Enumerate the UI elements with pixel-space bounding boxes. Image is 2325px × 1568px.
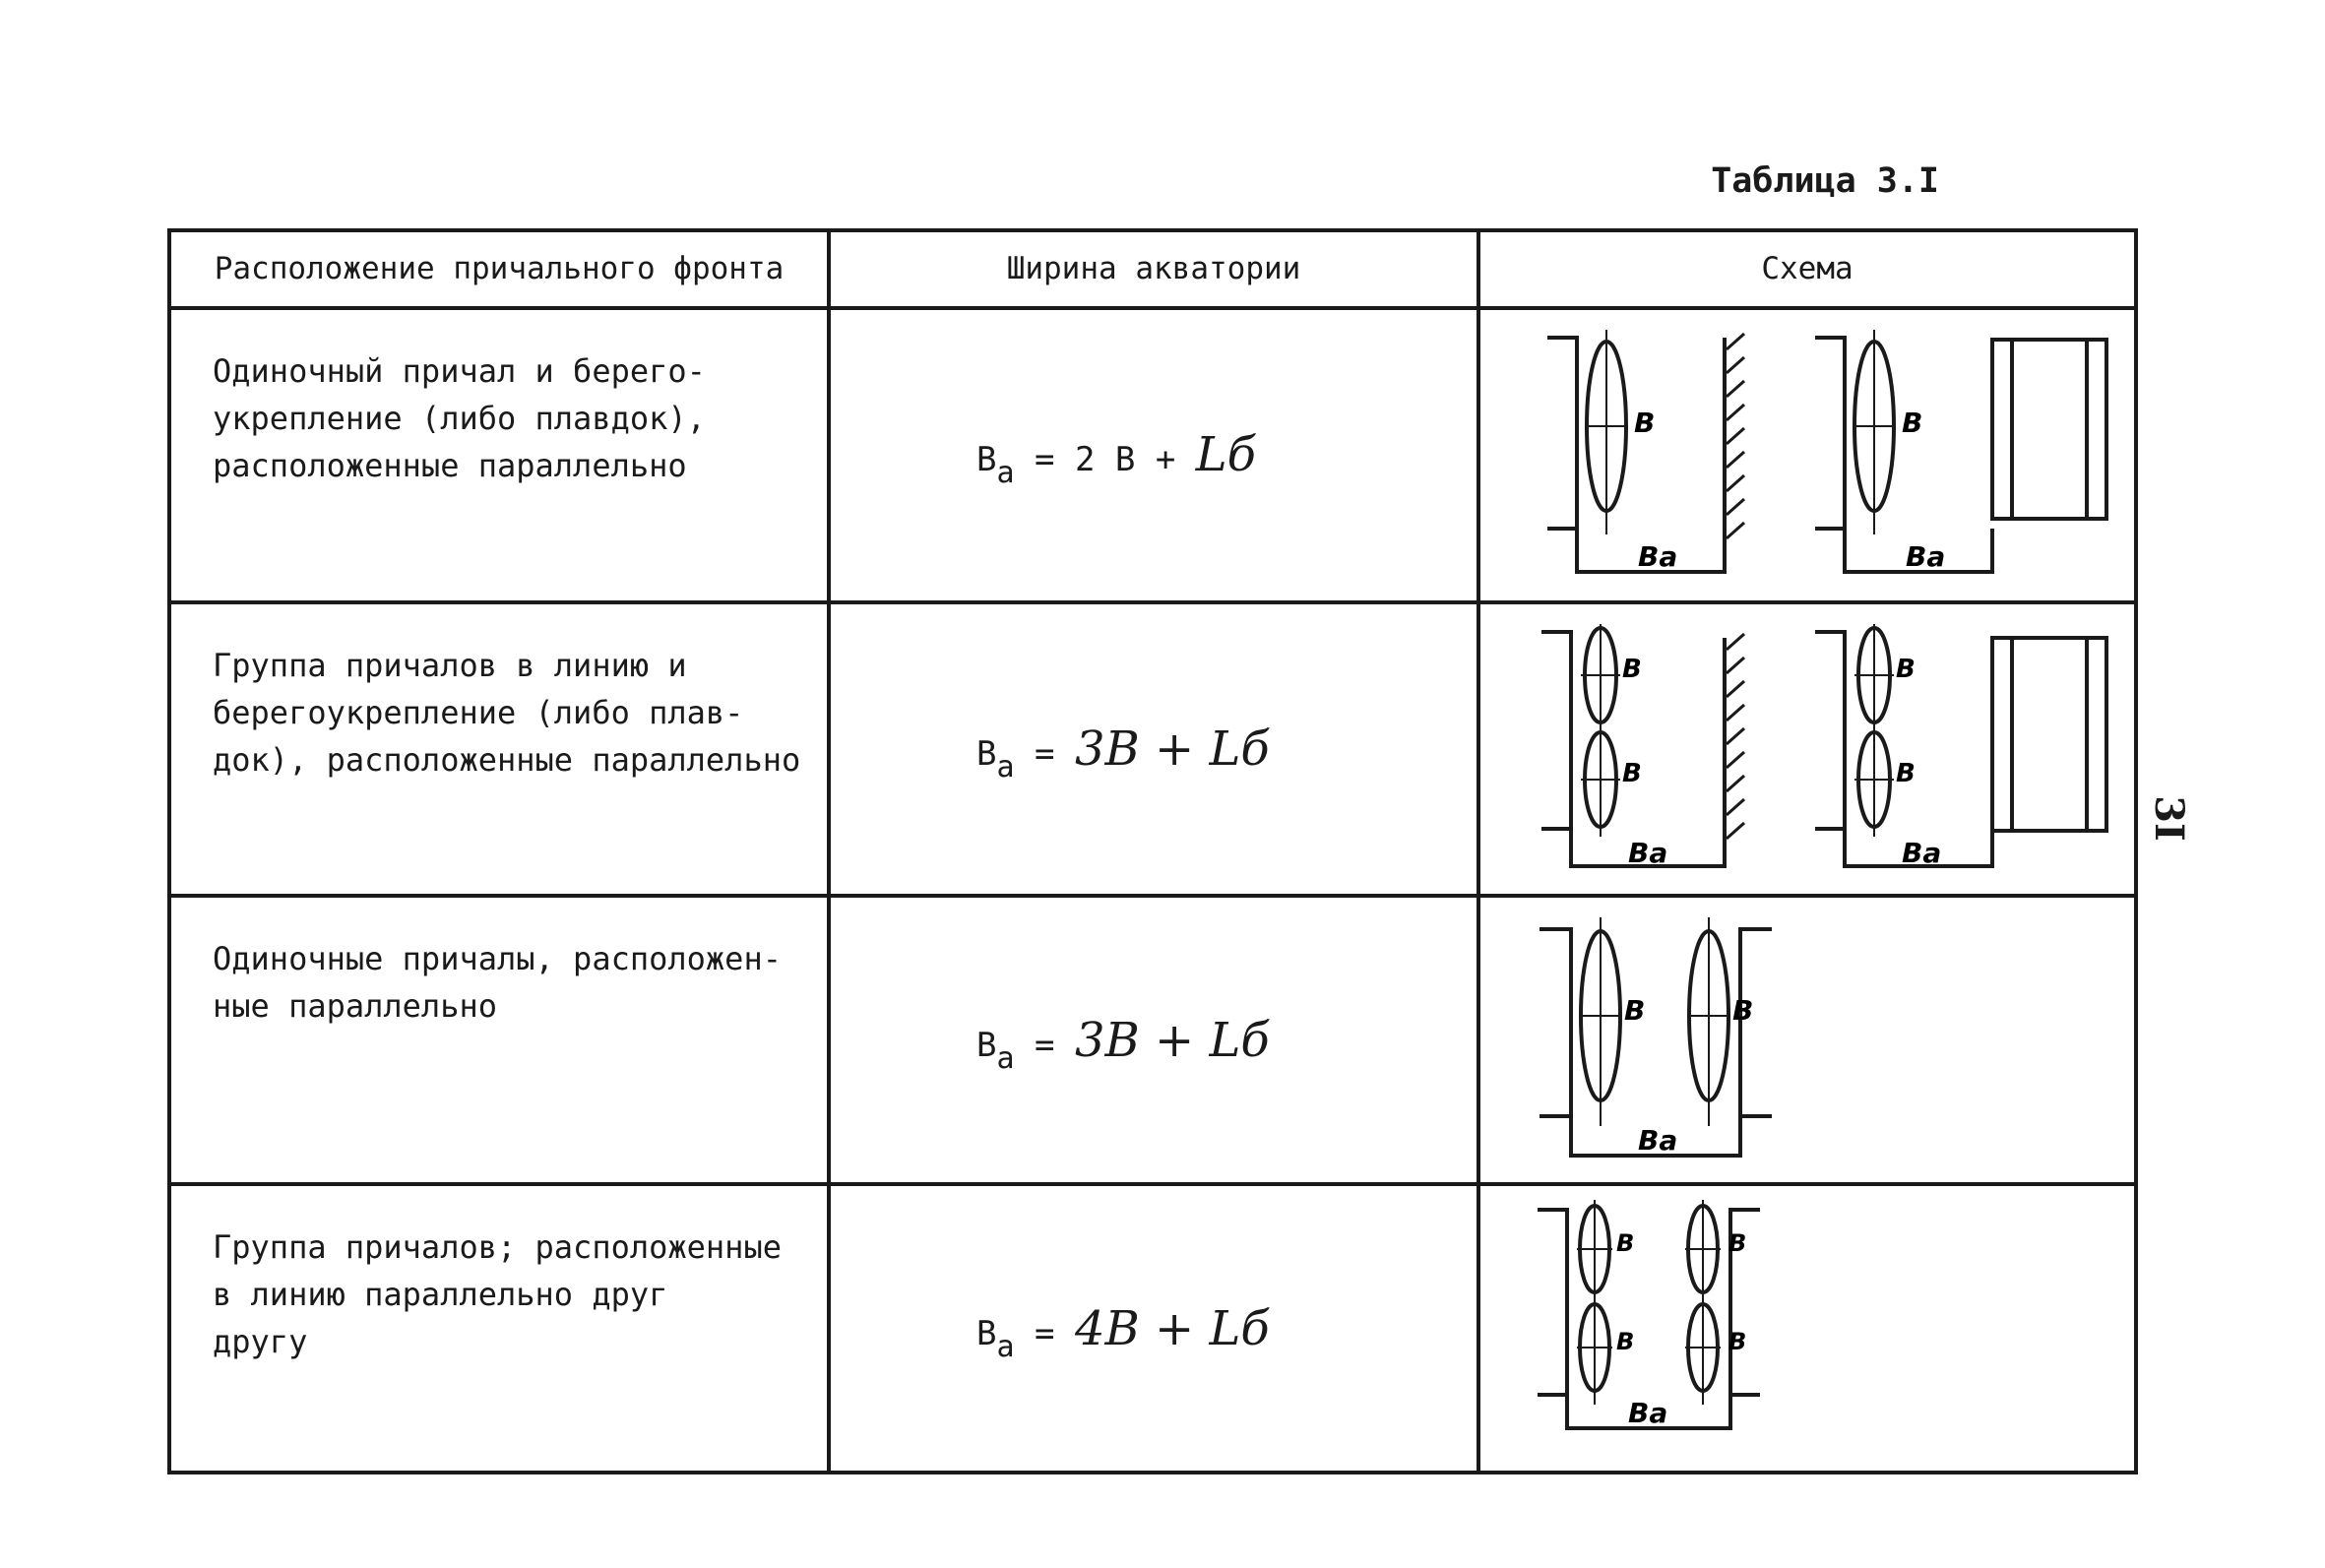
row-formula [829, 1184, 1478, 1473]
water-width-label: Ba [1628, 836, 1668, 869]
row-formula [829, 896, 1478, 1184]
row-formula [829, 602, 1478, 897]
scheme-diagram-berth-group-line [1480, 604, 2134, 892]
ship-width-label: B [1896, 654, 1916, 684]
formula: Ba = 3B + Lб [976, 721, 1270, 784]
scheme-diagram-berth-group-parallel [1480, 1186, 2134, 1468]
row-scheme [1478, 896, 2136, 1184]
ship-width-label: B [1728, 1328, 1747, 1356]
ship-width-label: B [1634, 406, 1656, 439]
row-scheme [1478, 308, 2136, 602]
table-caption: Таблица 3.I [1711, 161, 1939, 201]
table-header-row [169, 230, 2136, 308]
scheme-diagram-single-berth [1480, 310, 2134, 597]
water-width-label: Ba [1906, 539, 1946, 573]
table-row [169, 1184, 2136, 1473]
water-width-label: Ba [1638, 539, 1678, 573]
ship-width-label: B [1896, 758, 1916, 788]
header-scheme: Схема [1478, 230, 2136, 308]
ship-width-label: B [1732, 994, 1754, 1028]
ship-width-label: B [1902, 406, 1923, 439]
water-width-label: Ba [1638, 1124, 1678, 1158]
row-scheme [1478, 602, 2136, 897]
header-water-width: Ширина акватории [829, 230, 1478, 308]
water-width-label: Ba [1902, 836, 1942, 869]
row-description: Одиночный причал и берего- укрепление (либо плавдок), расположенные параллельно [169, 308, 829, 602]
table-row [169, 308, 2136, 602]
ship-width-label: B [1728, 1229, 1747, 1258]
page-number: 3I [2145, 795, 2192, 842]
row-formula [829, 308, 1478, 602]
table-row [169, 896, 2136, 1184]
row-description: Группа причалов; расположенные в линию параллельно друг другу [169, 1184, 829, 1473]
row-description: Группа причалов в линию и берегоукрепление (либо плав- док), расположенные параллельно [169, 602, 829, 897]
berth-width-table [167, 228, 2138, 1474]
row-scheme [1478, 1184, 2136, 1473]
formula: Ba = 2 B + Lб [976, 427, 1256, 491]
scheme-diagram-single-berths-parallel [1480, 898, 2134, 1179]
water-width-label: Ba [1628, 1397, 1668, 1430]
table-row [169, 602, 2136, 897]
formula: Ba = 4B + Lб [976, 1300, 1270, 1364]
ship-width-label: B [1624, 994, 1646, 1028]
ship-width-label: B [1616, 1229, 1635, 1258]
ship-width-label: B [1622, 758, 1642, 788]
ship-width-label: B [1616, 1328, 1635, 1356]
row-description: Одиночные причалы, расположен- ные параллельно [169, 896, 829, 1184]
formula: Ba = 3B + Lб [976, 1012, 1270, 1076]
header-berth-front: Расположение причального фронта [169, 230, 829, 308]
ship-width-label: B [1622, 654, 1642, 684]
